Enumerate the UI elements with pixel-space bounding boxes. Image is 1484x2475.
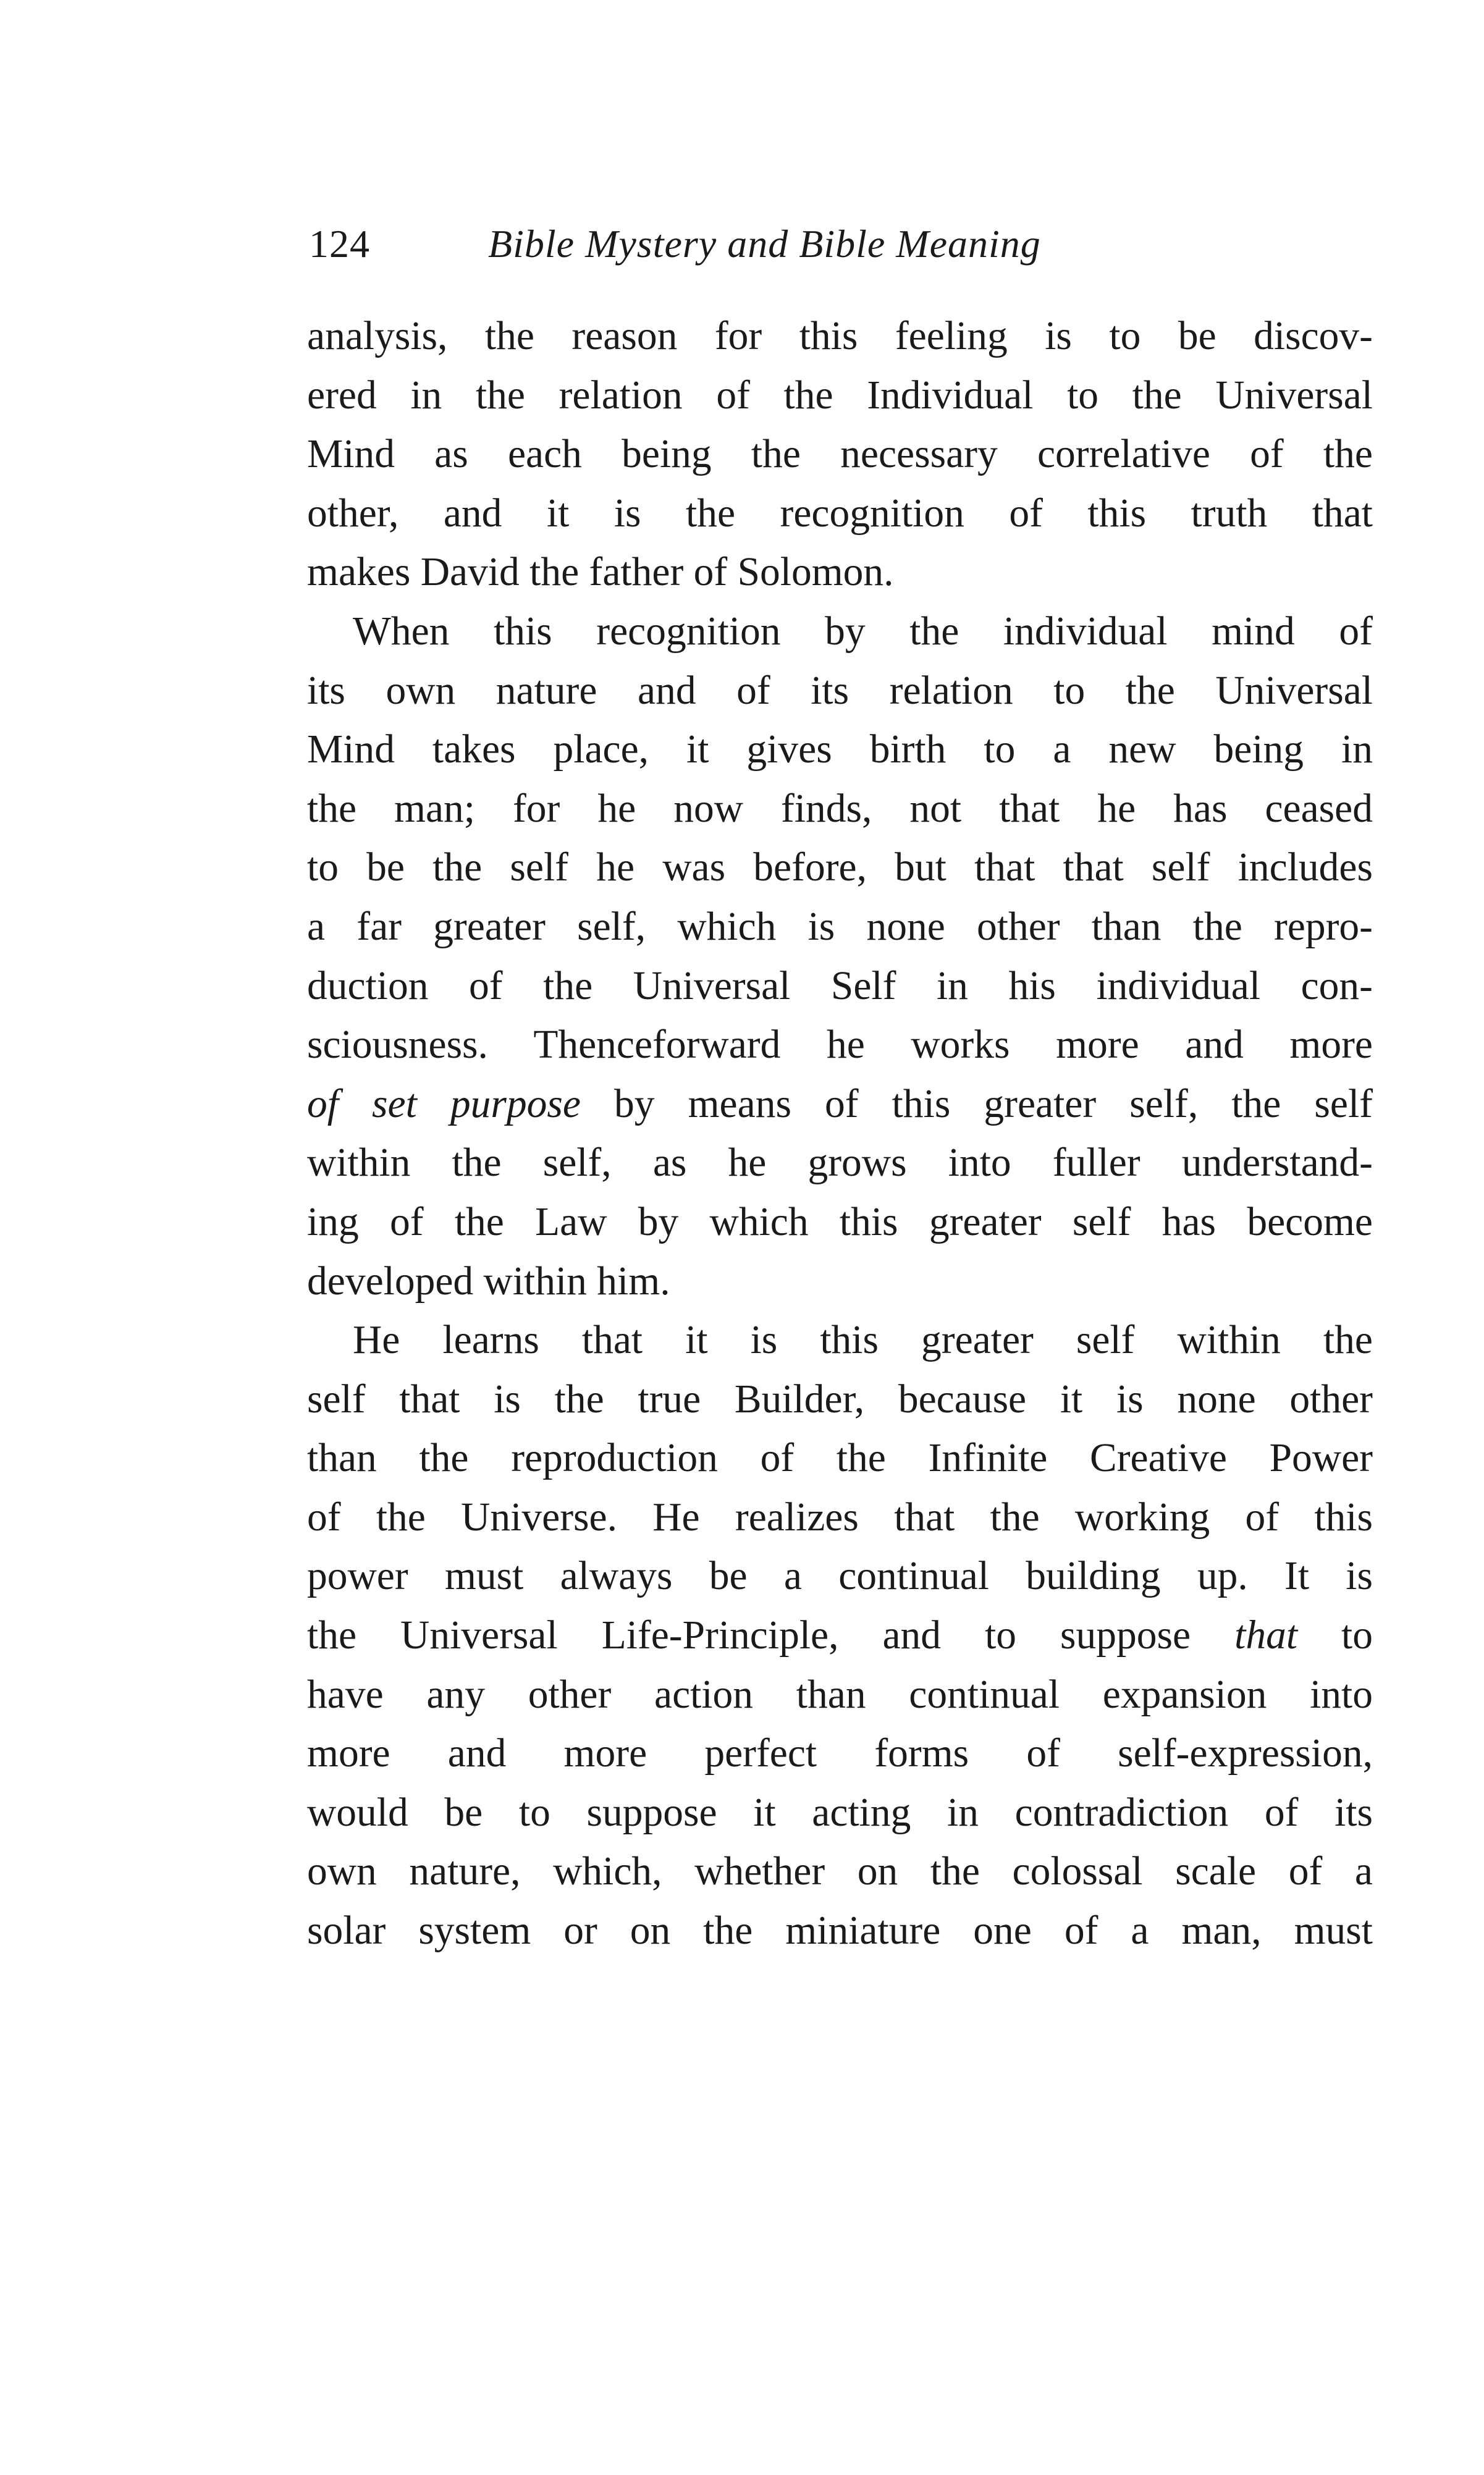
paragraph — [307, 1311, 1373, 1961]
text-line — [307, 1547, 1373, 1606]
text-line — [307, 425, 1373, 484]
text-run: power must always be a continual building up. It is — [307, 1554, 1373, 1599]
italic-text: of set purpose — [307, 1081, 581, 1126]
text-line — [307, 1134, 1373, 1193]
text-run: than the reproduction of the Infinite Creative Power — [307, 1436, 1373, 1481]
italic-text: that — [1234, 1613, 1298, 1658]
text-line — [307, 838, 1373, 898]
text-run: Mind as each being the necessary correlative of the — [307, 432, 1373, 477]
text-line — [307, 662, 1373, 721]
text-run: other, and it is the recognition of this truth that — [307, 491, 1373, 536]
body-text — [307, 307, 1373, 1961]
text-run: ing of the Law by which this greater self has become — [307, 1199, 1373, 1244]
text-line — [307, 366, 1373, 426]
text-run: solar system or on the miniature one of a man, must — [307, 1908, 1373, 1954]
running-title: Bible Mystery and Bible Meaning — [488, 222, 1041, 266]
text-line — [307, 1666, 1373, 1725]
text-run: own nature, which, whether on the colossal scale of a — [307, 1849, 1373, 1894]
text-run: developed within him. — [307, 1259, 670, 1304]
text-run: the Universal Life-Principle, and to suppose — [307, 1613, 1235, 1658]
text-line — [307, 1370, 1373, 1430]
text-line — [307, 1606, 1373, 1666]
text-line — [307, 1016, 1373, 1075]
paragraph — [307, 307, 1373, 602]
text-line — [307, 1193, 1373, 1252]
text-run: a far greater self, which is none other than the repro- — [307, 904, 1373, 949]
text-line — [307, 780, 1373, 839]
text-run: would be to suppose it acting in contradiction of its — [307, 1790, 1373, 1835]
text-run: to — [1297, 1613, 1373, 1658]
text-line — [307, 307, 1373, 366]
text-run: makes David the father of Solomon. — [307, 550, 894, 595]
running-head — [309, 216, 1199, 272]
text-run: its own nature and of its relation to the Universal — [307, 668, 1373, 713]
text-run: the man; for he now finds, not that he has ceased — [307, 786, 1373, 831]
text-line — [307, 1252, 1373, 1312]
text-run: When this recognition by the individual mind of — [353, 609, 1373, 654]
text-run: to be the self he was before, but that that self includes — [307, 845, 1373, 890]
paragraph — [307, 602, 1373, 1311]
text-run: ered in the relation of the Individual to the Universal — [307, 373, 1373, 418]
text-line — [307, 1311, 1373, 1370]
text-line — [307, 1842, 1373, 1902]
page-number: 124 — [309, 222, 370, 266]
text-run: He learns that it is this greater self within the — [353, 1318, 1373, 1363]
text-run: have any other action than continual expansion into — [307, 1672, 1373, 1717]
text-run: Mind takes place, it gives birth to a new being in — [307, 727, 1373, 772]
text-line — [307, 1902, 1373, 1961]
text-line — [307, 1724, 1373, 1784]
text-run: analysis, the reason for this feeling is to be discov- — [307, 314, 1373, 358]
text-run: within the self, as he grows into fuller understand- — [307, 1141, 1373, 1186]
text-run: by means of this greater self, the self — [580, 1081, 1373, 1126]
text-run: self that is the true Builder, because it is none other — [307, 1377, 1373, 1422]
text-line — [307, 543, 1373, 602]
text-run: more and more perfect forms of self-expression, — [307, 1731, 1373, 1776]
text-run: duction of the Universal Self in his individual con- — [307, 963, 1373, 1008]
text-line — [307, 484, 1373, 544]
text-line — [307, 957, 1373, 1016]
text-run: of the Universe. He realizes that the working of this — [307, 1495, 1373, 1540]
text-line — [307, 720, 1373, 780]
text-line — [307, 1429, 1373, 1488]
text-line — [307, 602, 1373, 662]
text-run: sciousness. Thenceforward he works more and more — [307, 1022, 1373, 1068]
text-line — [307, 1488, 1373, 1548]
text-line — [307, 898, 1373, 957]
text-line — [307, 1075, 1373, 1134]
text-line — [307, 1784, 1373, 1843]
